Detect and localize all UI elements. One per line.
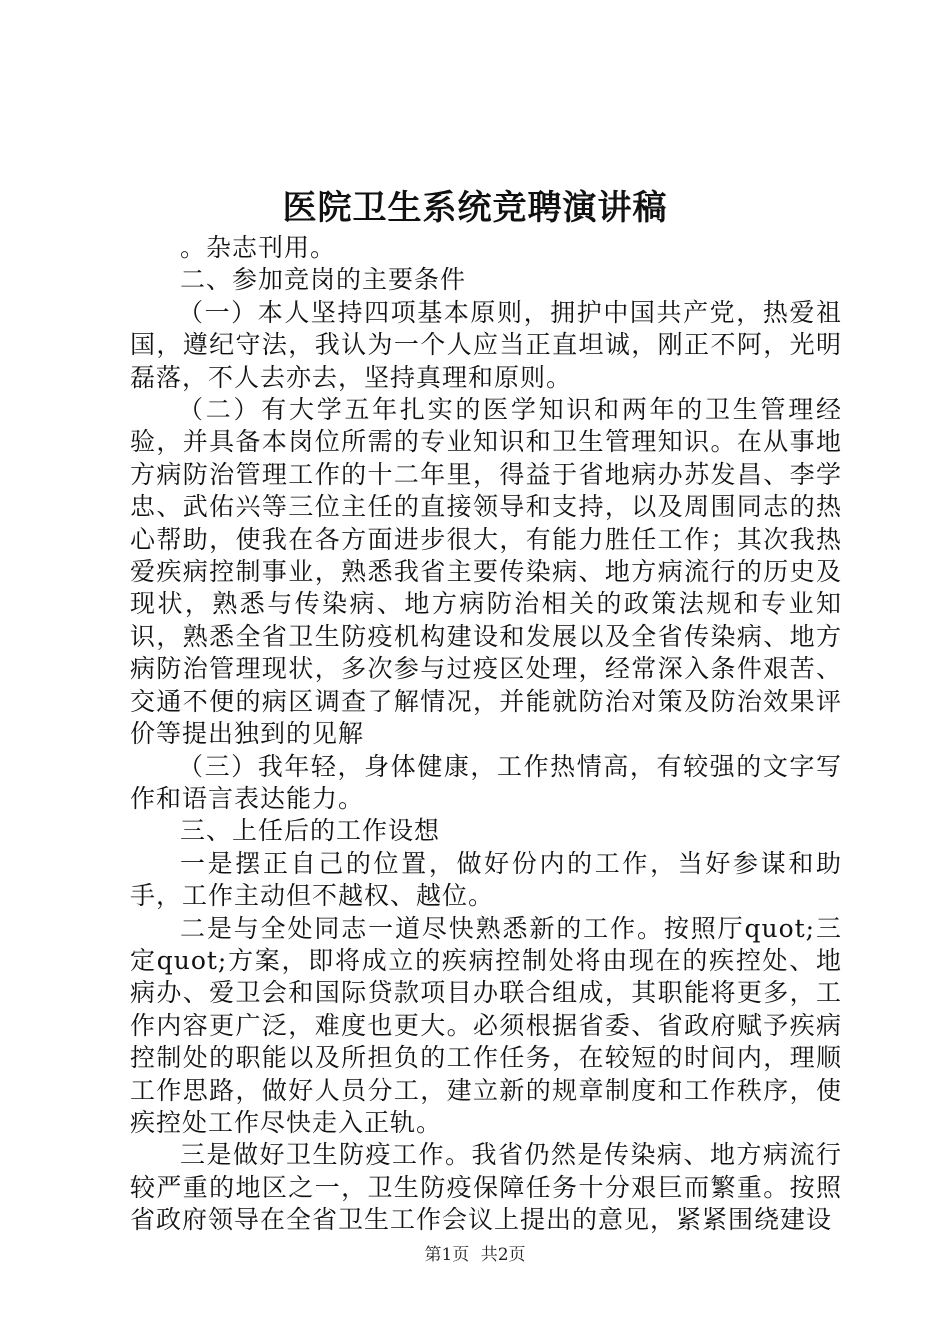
paragraph-plan-1: 一是摆正自己的位置，做好份内的工作，当好参谋和助手，工作主动但不越权、越位。: [130, 848, 842, 911]
section-heading-2: 二、参加竞岗的主要条件: [180, 265, 467, 295]
document-body: [130, 232, 842, 1237]
paragraph-condition-1: （一）本人坚持四项基本原则，拥护中国共产党，热爱祖国，遵纪守法，我认为一个人应当正直坦诚，刚正不阿，光明磊落，不人去亦去，坚持真理和原则。: [130, 297, 842, 392]
document-title: 医院卫生系统竞聘演讲稿: [282, 188, 668, 228]
paragraph-condition-3: （三）我年轻，身体健康，工作热情高，有较强的文字写作和语言表达能力。: [130, 751, 842, 813]
paragraph-plan-2: 二是与全处同志一道尽快熟悉新的工作。按照厅quot;三定quot;方案，即将成立的疾病控制处将由现在的疾控处、地病办、爱卫会和国际贷款项目办联合组成，其职能将更多，工作内容更广泛，难度也更大。必须根据省委、省政府赋予疾病控制处的职能以及所担负的工作任务，在较短的时间内，理顺工作思路，做好人员分工，建立新的规章制度和工作秩序，使疾控处工作尽快走入正轨。: [130, 913, 842, 1137]
paragraph-condition-2: （二）有大学五年扎实的医学知识和两年的卫生管理经验，并具备本岗位所需的专业知识和卫生管理知识。在从事地方病防治管理工作的十二年里，得益于省地病办苏发昌、李学忠、武佑兴等三位主任的直接领导和支持，以及周围同志的热心帮助，使我在各方面进步很大，有能力胜任工作；其次我热爱疾病控制事业，熟悉我省主要传染病、地方病流行的历史及现状，熟悉与传染病、地方病防治相关的政策法规和专业知识，熟悉全省卫生防疫机构建设和发展以及全省传染病、地方病防治管理现状，多次参与过疫区处理，经常深入条件艰苦、交通不便的病区调查了解情况，并能就防治对策及防治效果评价等提出独到的见解: [130, 395, 842, 749]
page-footer: [0, 1244, 950, 1266]
section-heading-3: 三、上任后的工作设想: [180, 816, 441, 846]
page-total: 共2页: [480, 1245, 526, 1265]
paragraph-1: 。杂志刊用。: [180, 233, 337, 262]
paragraph-plan-3: 三是做好卫生防疫工作。我省仍然是传染病、地方病流行较严重的地区之一，卫生防疫保障任务十分艰巨而繁重。按照省政府领导在全省卫生工作会议上提出的意见，紧紧围绕建设: [130, 1140, 842, 1235]
page-number: 第1页: [424, 1245, 470, 1265]
